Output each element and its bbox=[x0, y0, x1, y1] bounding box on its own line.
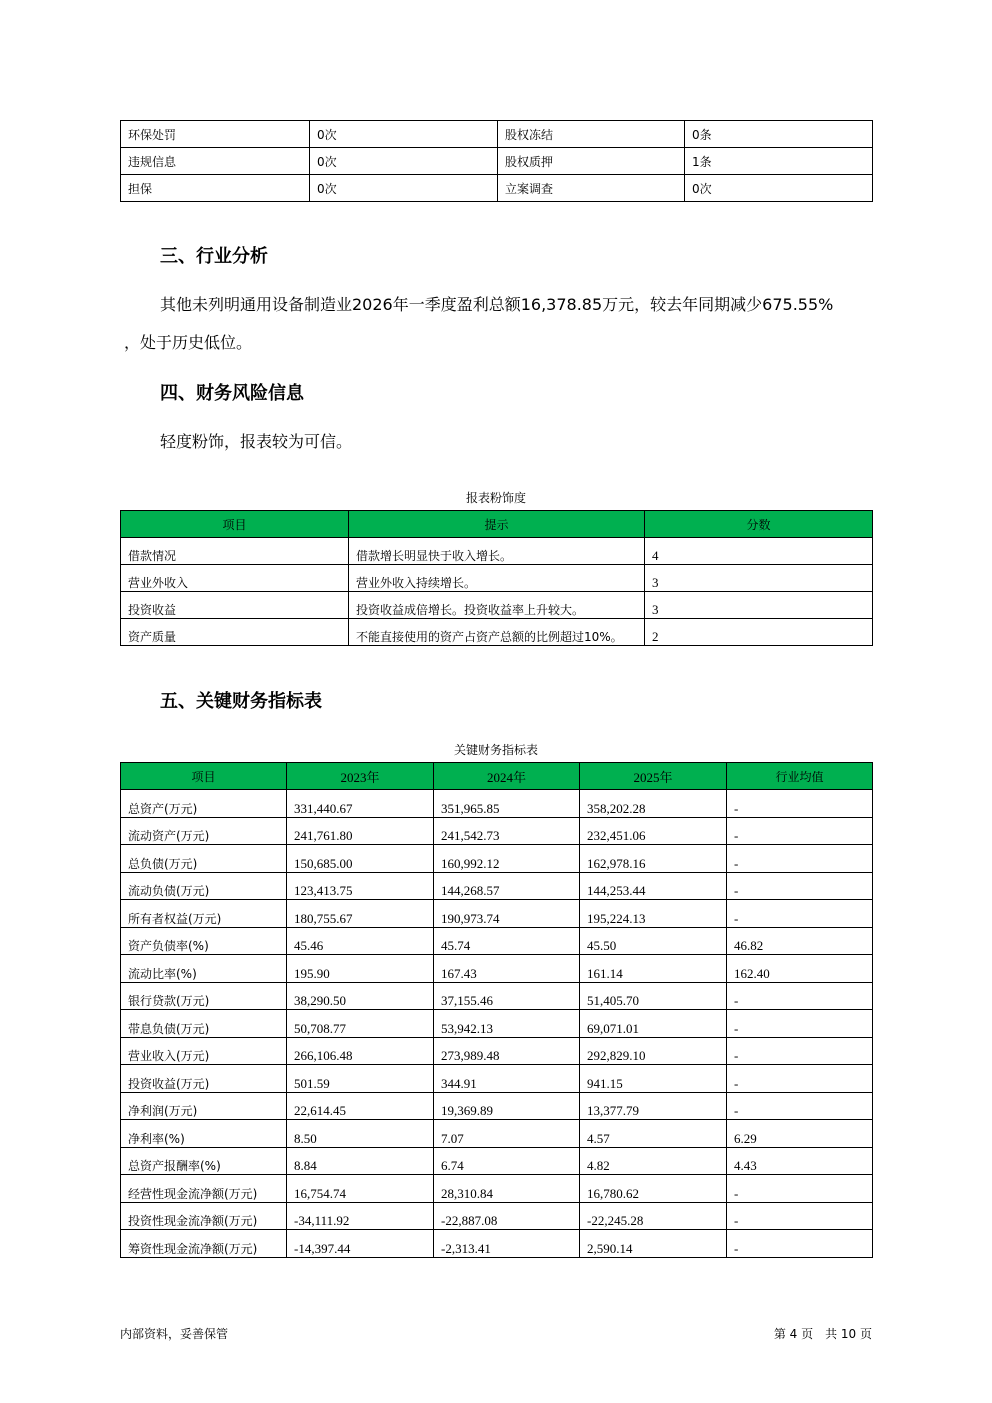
column-header: 提示 bbox=[349, 511, 645, 538]
table-row bbox=[121, 619, 873, 646]
table-cell: 28,310.84 bbox=[434, 1175, 580, 1203]
table-cell: 4 bbox=[645, 538, 873, 565]
table-cell: 358,202.28 bbox=[580, 790, 727, 818]
table-cell: 16,754.74 bbox=[287, 1175, 434, 1203]
table-cell: 50,708.77 bbox=[287, 1010, 434, 1038]
table-row bbox=[121, 1202, 873, 1230]
whitewash-table-body bbox=[121, 538, 873, 646]
table-cell: 273,989.48 bbox=[434, 1037, 580, 1065]
table-cell: 担保 bbox=[121, 175, 310, 202]
table-cell: 180,755.67 bbox=[287, 900, 434, 928]
table-cell: 195.90 bbox=[287, 955, 434, 983]
table-cell: - bbox=[727, 1010, 873, 1038]
table-cell: 流动负债(万元) bbox=[121, 872, 287, 900]
table-cell: 0条 bbox=[685, 121, 873, 148]
column-header: 2023年 bbox=[287, 763, 434, 790]
table-cell: 流动资产(万元) bbox=[121, 817, 287, 845]
table-row bbox=[121, 955, 873, 983]
table-cell: -22,887.08 bbox=[434, 1202, 580, 1230]
table-row bbox=[121, 1092, 873, 1120]
footer-page-number: 第 4 页 共 10 页 bbox=[773, 1327, 872, 1341]
table-cell: 资产负债率(%) bbox=[121, 927, 287, 955]
table-cell: 3 bbox=[645, 565, 873, 592]
table-cell: 0次 bbox=[310, 148, 498, 175]
table-cell: 162.40 bbox=[727, 955, 873, 983]
table-cell: 立案调查 bbox=[498, 175, 685, 202]
column-header: 行业均值 bbox=[727, 763, 873, 790]
table-row bbox=[121, 538, 873, 565]
table-cell: 69,071.01 bbox=[580, 1010, 727, 1038]
indicator-table-body bbox=[121, 790, 873, 1258]
column-header: 分数 bbox=[645, 511, 873, 538]
table-cell: 351,965.85 bbox=[434, 790, 580, 818]
section-heading-financial-risk: 四、财务风险信息 bbox=[160, 383, 304, 404]
table-cell: 借款情况 bbox=[121, 538, 349, 565]
table-cell: 160,992.12 bbox=[434, 845, 580, 873]
table-cell: 8.50 bbox=[287, 1120, 434, 1148]
table-row bbox=[121, 900, 873, 928]
table-cell: 所有者权益(万元) bbox=[121, 900, 287, 928]
table-cell: -14,397.44 bbox=[287, 1230, 434, 1258]
table-row bbox=[121, 175, 873, 202]
table-cell: 331,440.67 bbox=[287, 790, 434, 818]
table-cell: 8.84 bbox=[287, 1147, 434, 1175]
table-cell: - bbox=[727, 1175, 873, 1203]
table-cell: - bbox=[727, 900, 873, 928]
table-cell: 13,377.79 bbox=[580, 1092, 727, 1120]
table-cell: 941.15 bbox=[580, 1065, 727, 1093]
table-cell: 4.82 bbox=[580, 1147, 727, 1175]
industry-analysis-text-line1: 其他未列明通用设备制造业2026年一季度盈利总额16,378.85万元，较去年同期减少675.55% bbox=[160, 295, 834, 314]
table-cell: 0次 bbox=[310, 121, 498, 148]
table-cell: - bbox=[727, 845, 873, 873]
table-cell: 投资收益成倍增长。投资收益率上升较大。 bbox=[349, 592, 645, 619]
risk-info-table-body bbox=[121, 121, 873, 202]
section-heading-key-indicators: 五、关键财务指标表 bbox=[160, 691, 322, 712]
table-row bbox=[121, 1037, 873, 1065]
table-cell: 4.57 bbox=[580, 1120, 727, 1148]
table-cell: - bbox=[727, 790, 873, 818]
table-row bbox=[121, 1065, 873, 1093]
table-cell: 232,451.06 bbox=[580, 817, 727, 845]
table-row bbox=[121, 148, 873, 175]
table-cell: 0次 bbox=[685, 175, 873, 202]
table-cell: 3 bbox=[645, 592, 873, 619]
table-cell: 344.91 bbox=[434, 1065, 580, 1093]
table-cell: 38,290.50 bbox=[287, 982, 434, 1010]
table-cell: -2,313.41 bbox=[434, 1230, 580, 1258]
table-cell: 营业收入(万元) bbox=[121, 1037, 287, 1065]
table-row bbox=[121, 1147, 873, 1175]
table-cell: 0次 bbox=[310, 175, 498, 202]
table-cell: 环保处罚 bbox=[121, 121, 310, 148]
column-header: 项目 bbox=[121, 511, 349, 538]
table-cell: 带息负债(万元) bbox=[121, 1010, 287, 1038]
table-cell: 2,590.14 bbox=[580, 1230, 727, 1258]
table-cell: 51,405.70 bbox=[580, 982, 727, 1010]
table-cell: 144,253.44 bbox=[580, 872, 727, 900]
table-cell: 190,973.74 bbox=[434, 900, 580, 928]
table-cell: -22,245.28 bbox=[580, 1202, 727, 1230]
table-cell: 37,155.46 bbox=[434, 982, 580, 1010]
whitewash-table bbox=[120, 510, 873, 646]
indicator-table-caption: 关键财务指标表 bbox=[453, 743, 538, 757]
table-cell: 161.14 bbox=[580, 955, 727, 983]
table-row bbox=[121, 1230, 873, 1258]
whitewash-table-caption: 报表粉饰度 bbox=[465, 491, 526, 505]
table-row bbox=[121, 1175, 873, 1203]
table-cell: 144,268.57 bbox=[434, 872, 580, 900]
indicator-table bbox=[120, 762, 873, 1258]
table-cell: - bbox=[727, 982, 873, 1010]
table-cell: 总资产(万元) bbox=[121, 790, 287, 818]
table-cell: 净利率(%) bbox=[121, 1120, 287, 1148]
table-cell: 营业外收入 bbox=[121, 565, 349, 592]
table-cell: 45.50 bbox=[580, 927, 727, 955]
table-row bbox=[121, 872, 873, 900]
table-cell: - bbox=[727, 1037, 873, 1065]
table-row bbox=[121, 1010, 873, 1038]
table-row bbox=[121, 790, 873, 818]
table-cell: 292,829.10 bbox=[580, 1037, 727, 1065]
table-cell: 投资收益(万元) bbox=[121, 1065, 287, 1093]
table-cell: 不能直接使用的资产占资产总额的比例超过10%。 bbox=[349, 619, 645, 646]
column-header: 2024年 bbox=[434, 763, 580, 790]
table-row bbox=[121, 845, 873, 873]
table-cell: 4.43 bbox=[727, 1147, 873, 1175]
table-cell: 162,978.16 bbox=[580, 845, 727, 873]
table-cell: 净利润(万元) bbox=[121, 1092, 287, 1120]
table-cell: 167.43 bbox=[434, 955, 580, 983]
table-cell: 违规信息 bbox=[121, 148, 310, 175]
table-cell: 投资收益 bbox=[121, 592, 349, 619]
table-cell: 123,413.75 bbox=[287, 872, 434, 900]
table-cell: 7.07 bbox=[434, 1120, 580, 1148]
table-row bbox=[121, 592, 873, 619]
table-row bbox=[121, 982, 873, 1010]
table-cell: 资产质量 bbox=[121, 619, 349, 646]
table-row bbox=[121, 565, 873, 592]
table-cell: 19,369.89 bbox=[434, 1092, 580, 1120]
risk-info-table bbox=[120, 120, 873, 202]
table-cell: 241,542.73 bbox=[434, 817, 580, 845]
table-cell: 45.74 bbox=[434, 927, 580, 955]
table-cell: 22,614.45 bbox=[287, 1092, 434, 1120]
table-cell: 总负债(万元) bbox=[121, 845, 287, 873]
table-cell: 营业外收入持续增长。 bbox=[349, 565, 645, 592]
footer-confidential-note: 内部资料，妥善保管 bbox=[120, 1327, 229, 1341]
table-cell: 150,685.00 bbox=[287, 845, 434, 873]
table-cell: 经营性现金流净额(万元) bbox=[121, 1175, 287, 1203]
table-cell: 筹资性现金流净额(万元) bbox=[121, 1230, 287, 1258]
table-row bbox=[121, 1120, 873, 1148]
section-heading-industry-analysis: 三、行业分析 bbox=[160, 246, 268, 267]
table-cell: 2 bbox=[645, 619, 873, 646]
table-row bbox=[121, 817, 873, 845]
table-row bbox=[121, 121, 873, 148]
table-cell: 266,106.48 bbox=[287, 1037, 434, 1065]
table-cell: - bbox=[727, 1065, 873, 1093]
table-cell: 借款增长明显快于收入增长。 bbox=[349, 538, 645, 565]
table-cell: 16,780.62 bbox=[580, 1175, 727, 1203]
financial-risk-text: 轻度粉饰，报表较为可信。 bbox=[160, 432, 353, 451]
table-cell: 股权冻结 bbox=[498, 121, 685, 148]
column-header: 项目 bbox=[121, 763, 287, 790]
table-cell: 46.82 bbox=[727, 927, 873, 955]
table-cell: 6.74 bbox=[434, 1147, 580, 1175]
table-cell: 195,224.13 bbox=[580, 900, 727, 928]
table-cell: 1条 bbox=[685, 148, 873, 175]
table-cell: 45.46 bbox=[287, 927, 434, 955]
table-cell: 银行贷款(万元) bbox=[121, 982, 287, 1010]
table-cell: 投资性现金流净额(万元) bbox=[121, 1202, 287, 1230]
table-cell: - bbox=[727, 1202, 873, 1230]
table-cell: 53,942.13 bbox=[434, 1010, 580, 1038]
table-row bbox=[121, 927, 873, 955]
table-cell: - bbox=[727, 1092, 873, 1120]
table-cell: 总资产报酬率(%) bbox=[121, 1147, 287, 1175]
industry-analysis-text-line2: ，处于历史低位。 bbox=[124, 333, 253, 352]
column-header: 2025年 bbox=[580, 763, 727, 790]
table-cell: 501.59 bbox=[287, 1065, 434, 1093]
table-cell: 241,761.80 bbox=[287, 817, 434, 845]
table-cell: 股权质押 bbox=[498, 148, 685, 175]
table-cell: - bbox=[727, 872, 873, 900]
table-cell: 6.29 bbox=[727, 1120, 873, 1148]
table-cell: - bbox=[727, 817, 873, 845]
table-cell: - bbox=[727, 1230, 873, 1258]
table-cell: 流动比率(%) bbox=[121, 955, 287, 983]
table-cell: -34,111.92 bbox=[287, 1202, 434, 1230]
